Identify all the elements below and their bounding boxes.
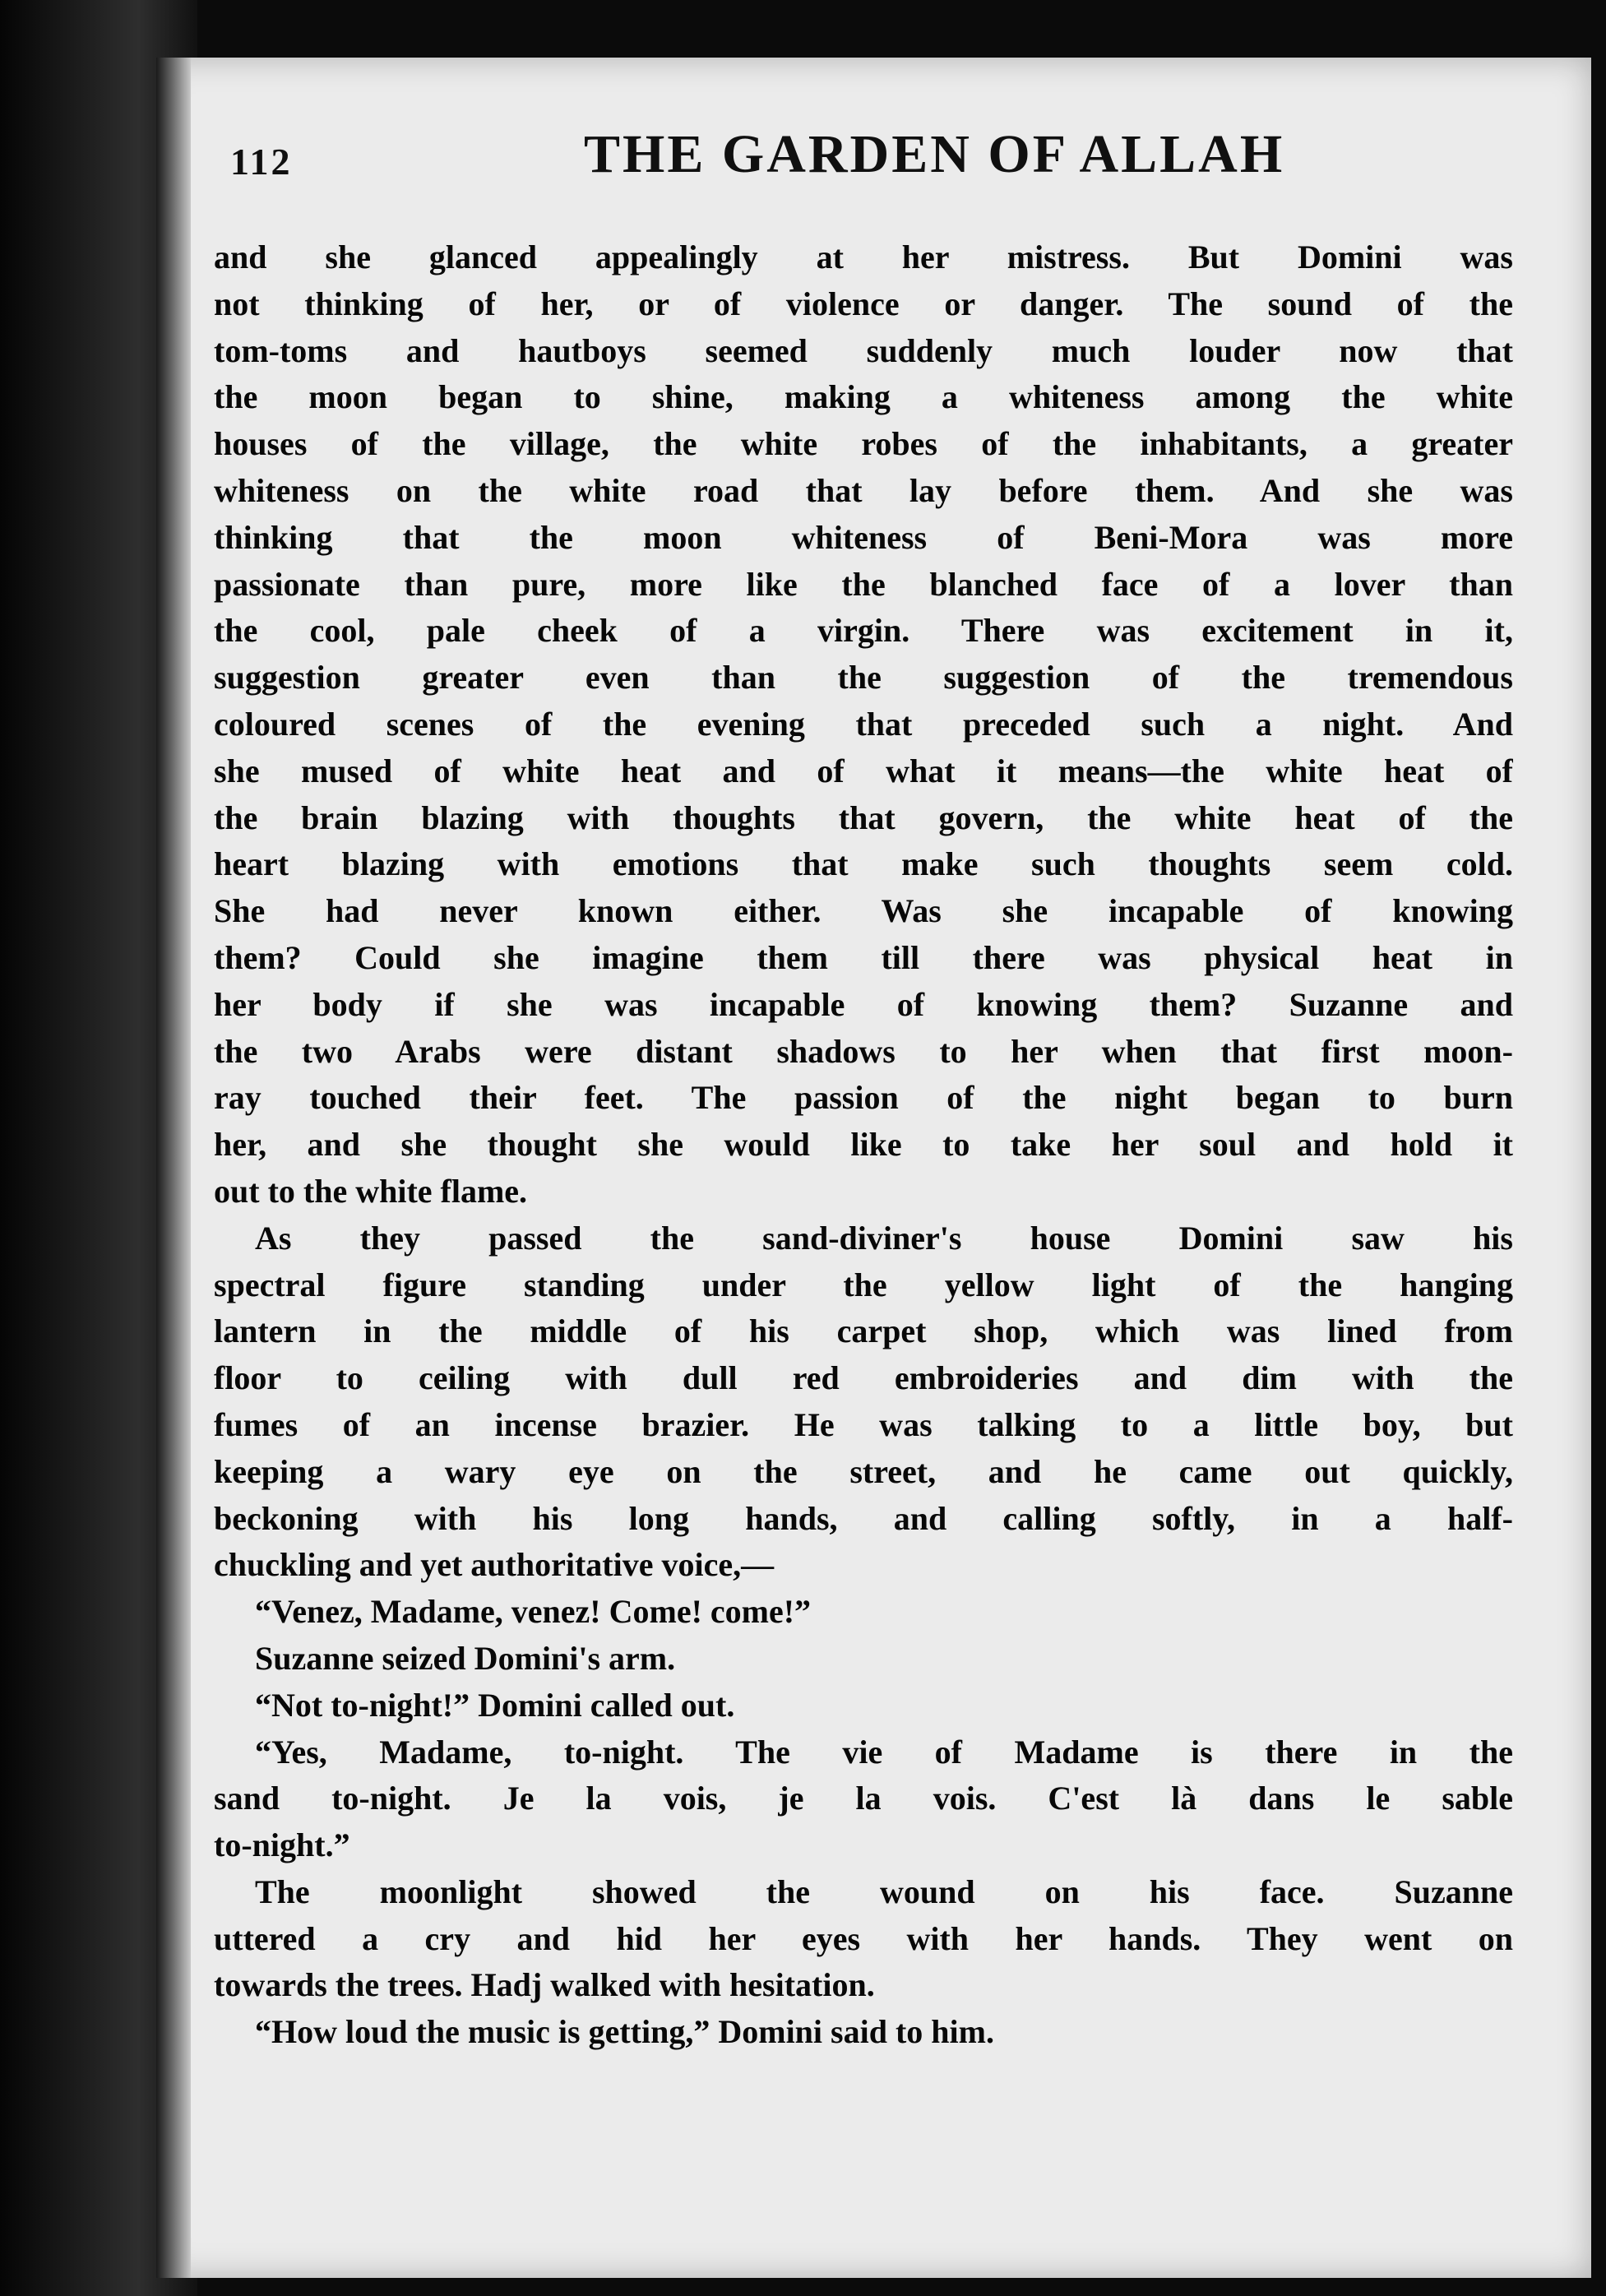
book-title: THE GARDEN OF ALLAH: [584, 124, 1285, 184]
text-line: ray touched their feet. The passion of the night began to burn: [214, 1079, 1513, 1117]
text-line: “Not to-night!” Domini called out.: [255, 1686, 735, 1724]
text-line: the brain blazing with thoughts that govern, the white heat of the: [214, 799, 1513, 836]
text-line: The moonlight showed the wound on his face. Suzanne: [255, 1872, 1513, 1910]
text-line: sand to-night. Je la vois, je la vois. C'est là dans le sable: [214, 1780, 1513, 1817]
text-line: uttered a cry and hid her eyes with her hands. They went on: [214, 1919, 1513, 1957]
text-line: the cool, pale cheek of a virgin. There was excitement in it,: [214, 612, 1513, 650]
text-line: and she glanced appealingly at her mistress. But Domini was: [214, 238, 1513, 275]
text-line: her, and she thought she would like to take her soul and hold it: [214, 1126, 1513, 1164]
text-line: to-night.”: [214, 1826, 350, 1864]
text-line: whiteness on the white road that lay before them. And she was: [214, 471, 1513, 509]
text-line: towards the trees. Hadj walked with hesitation.: [214, 1966, 875, 2004]
text-line: Suzanne seized Domini's arm.: [255, 1639, 676, 1677]
text-line: heart blazing with emotions that make such thoughts seem cold.: [214, 845, 1513, 883]
text-line: She had never known either. Was she incapable of knowing: [214, 892, 1513, 930]
text-line: her body if she was incapable of knowing them? Suzanne and: [214, 985, 1513, 1023]
page-spine-shadow: [156, 58, 191, 2278]
text-line: thinking that the moon whiteness of Beni-Mora was more: [214, 518, 1513, 556]
page-number: 112: [230, 141, 293, 183]
text-line: the moon began to shine, making a whiteness among the white: [214, 378, 1513, 416]
text-line: she mused of white heat and of what it means—the white heat of: [214, 752, 1513, 789]
text-line: fumes of an incense brazier. He was talking to a little boy, but: [214, 1405, 1513, 1443]
text-line: houses of the village, the white robes of the inhabitants, a greater: [214, 425, 1513, 463]
text-line: chuckling and yet authoritative voice,—: [214, 1546, 775, 1584]
text-line: floor to ceiling with dull red embroideries and dim with the: [214, 1359, 1513, 1397]
text-line: “How loud the music is getting,” Domini said to him.: [255, 2013, 994, 2051]
text-line: keeping a wary eye on the street, and he came out quickly,: [214, 1452, 1513, 1490]
text-line: lantern in the middle of his carpet shop, which was lined from: [214, 1312, 1513, 1350]
running-head: [230, 123, 1349, 214]
text-line: passionate than pure, more like the blanched face of a lover than: [214, 565, 1513, 603]
text-line: out to the white flame.: [214, 1172, 528, 1210]
text-line: not thinking of her, or of violence or danger. The sound of the: [214, 285, 1513, 322]
text-line: As they passed the sand-diviner's house Domini saw his: [255, 1219, 1513, 1257]
body-text: [214, 234, 1513, 2056]
text-line: them? Could she imagine them till there was physical heat in: [214, 938, 1513, 976]
text-line: the two Arabs were distant shadows to her when that first moon-: [214, 1032, 1513, 1070]
text-line: beckoning with his long hands, and calling softly, in a half-: [214, 1499, 1513, 1537]
text-line: tom-toms and hautboys seemed suddenly much louder now that: [214, 331, 1513, 369]
text-line: “Venez, Madame, venez! Come! come!”: [255, 1593, 812, 1631]
text-line: coloured scenes of the evening that preceded such a night. And: [214, 705, 1513, 743]
text-line: spectral figure standing under the yellow light of the hanging: [214, 1266, 1513, 1303]
text-line: “Yes, Madame, to-night. The vie of Madame is there in the: [255, 1733, 1513, 1771]
text-line: suggestion greater even than the suggestion of the tremendous: [214, 659, 1513, 697]
